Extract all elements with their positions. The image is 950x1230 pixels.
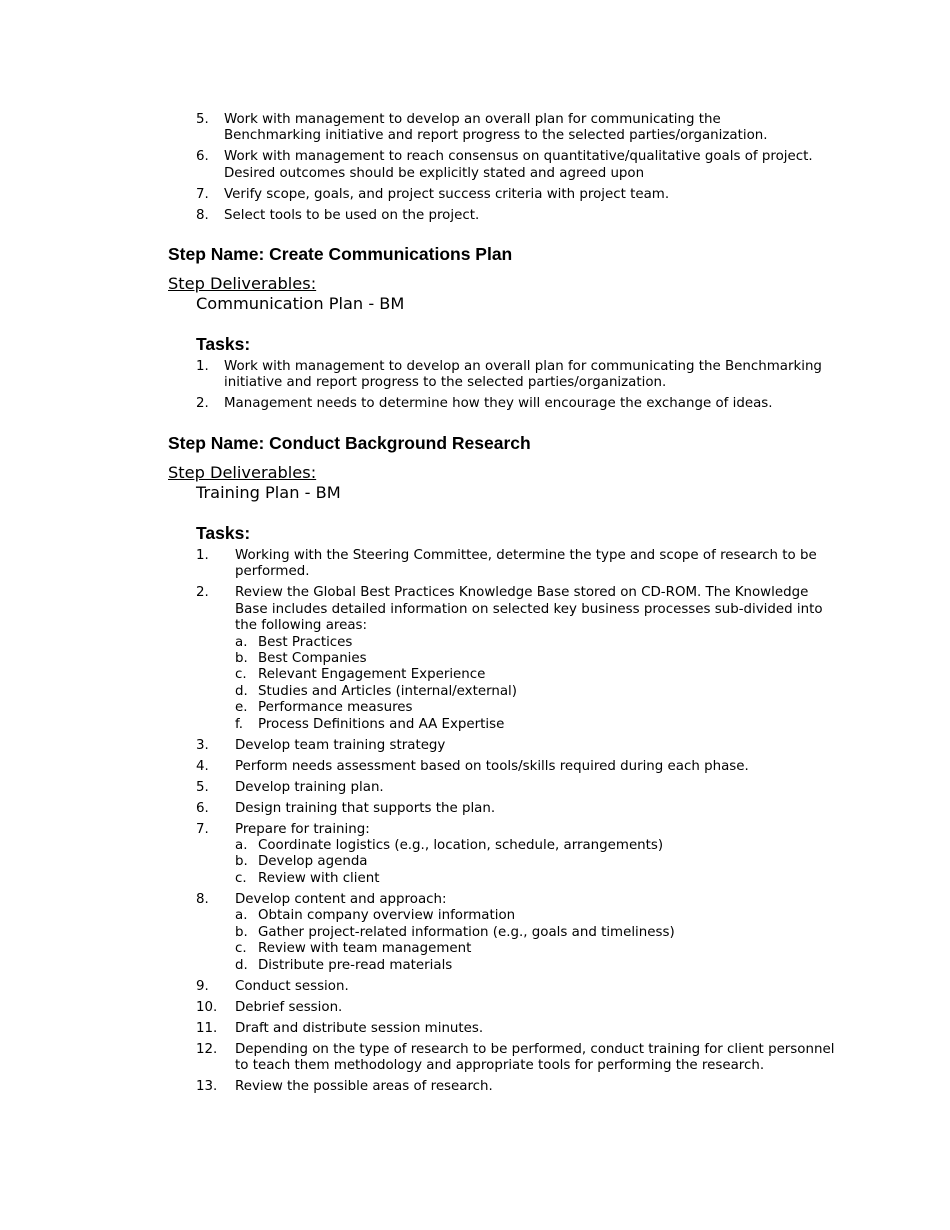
sub-item-text: Studies and Articles (internal/external) [258,683,518,699]
list-item-text: Develop training plan. [235,779,384,795]
list-item [196,585,836,733]
sub-item-text: Best Practices [258,634,353,650]
sub-list-item [235,941,836,957]
list-item-text: Work with management to reach consensus on quantitative/qualitative goals of project. Desired outcomes should be explicitly stated and agreed upon [224,149,813,181]
list-item-text: Working with the Steering Committee, determine the type and scope of research to be performed. [235,548,817,580]
sub-item-text: Best Companies [258,651,367,667]
list-item [196,801,836,817]
list-item-number: 9. [196,978,209,994]
sub-list-item [235,667,836,683]
sub-item-text: Review with team management [258,941,472,957]
list-item-number: 10. [196,999,218,1015]
sub-list-item [235,958,836,974]
list-item-text: Debrief session. [235,999,343,1015]
list-item-text: Perform needs assessment based on tools/skills required during each phase. [235,758,749,774]
sub-item-letter: b. [235,651,248,667]
list-item [196,548,836,581]
sub-item-letter: c. [235,667,247,683]
list-item [196,738,836,754]
sub-item-letter: c. [235,941,247,957]
sub-item-text: Relevant Engagement Experience [258,667,486,683]
sub-item-text: Process Definitions and AA Expertise [258,716,505,732]
sub-item-text: Develop agenda [258,854,368,870]
sub-item-letter: a. [235,908,248,924]
sub-item-text: Coordinate logistics (e.g., location, schedule, arrangements) [258,838,664,854]
list-item-text: Work with management to develop an overall plan for communicating the Benchmarking initiative and report progress to the selected parties/organization. [224,112,768,144]
sub-item-text: Gather project-related information (e.g., goals and timeliness) [258,924,675,940]
list-item [196,359,826,392]
list-item [196,1042,836,1075]
list-item [196,149,816,182]
sub-list-item [235,925,836,941]
list-item-number: 3. [196,737,209,753]
sub-list-item [235,684,836,700]
deliverable-item: Communication Plan - BM [196,294,405,313]
sub-item-letter: f. [235,716,243,732]
list-item-text: Work with management to develop an overall plan for communicating the Benchmarking initiative and report progress to the selected parties/organization. [224,359,822,391]
list-item-text: Select tools to be used on the project. [224,207,480,223]
list-item [196,1021,836,1037]
deliverables-label: Step Deliverables: [168,463,317,482]
sub-list-item [235,854,836,870]
list-item-number: 1. [196,359,209,374]
list-item [196,187,816,203]
sub-item-letter: a. [235,634,248,650]
sub-list [235,908,836,974]
list-item-number: 2. [196,396,209,412]
tasks-heading: Tasks: [196,523,251,543]
list-item-number: 12. [196,1041,218,1057]
step1-task-list [196,359,826,417]
list-item-text: Draft and distribute session minutes. [235,1020,484,1036]
list-item [196,979,836,995]
sub-item-letter: b. [235,924,248,940]
sub-item-letter: b. [235,854,248,870]
sub-item-letter: a. [235,838,248,854]
list-item-number: 6. [196,149,209,165]
sub-list-item [235,871,836,887]
list-item [196,1079,836,1095]
list-item-text: Develop content and approach: [235,891,447,907]
list-item-number: 5. [196,112,209,127]
list-item [196,112,816,145]
sub-item-text: Performance measures [258,700,413,716]
sub-item-letter: d. [235,683,248,699]
list-item-number: 7. [196,186,209,202]
list-item-text: Review the Global Best Practices Knowledge Base stored on CD-ROM. The Knowledge Base includes detailed information on selected key business processes sub-divided into the following areas: [235,585,823,634]
list-item [196,1000,836,1016]
sub-list-item [235,651,836,667]
list-item [196,822,836,888]
list-item-text: Develop team training strategy [235,737,446,753]
sub-list [235,838,836,887]
sub-list-item [235,635,836,651]
list-item-text: Depending on the type of research to be performed, conduct training for client personnel to teach them methodology and appropriate tools for performing the research. [235,1041,835,1073]
sub-item-text: Distribute pre-read materials [258,957,453,973]
list-item-text: Design training that supports the plan. [235,800,496,816]
list-item-number: 2. [196,585,209,601]
list-item-number: 1. [196,548,209,563]
sub-list-item [235,838,836,854]
sub-item-letter: c. [235,870,247,886]
sub-item-letter: d. [235,957,248,973]
list-item-number: 8. [196,891,209,907]
list-item-text: Review the possible areas of research. [235,1078,493,1094]
sub-item-text: Review with client [258,870,380,886]
deliverables-label: Step Deliverables: [168,274,317,293]
sub-list-item [235,700,836,716]
list-item [196,396,826,412]
list-item-number: 8. [196,207,209,223]
list-item-number: 13. [196,1078,218,1094]
list-item [196,208,816,224]
step2-task-list [196,548,836,1100]
list-item-number: 6. [196,800,209,816]
sub-list-item [235,908,836,924]
list-item-text: Management needs to determine how they will encourage the exchange of ideas. [224,396,773,412]
step-title: Step Name: Create Communications Plan [168,244,513,264]
sub-list [235,635,836,733]
list-item-number: 11. [196,1020,218,1036]
list-item [196,759,836,775]
list-item-number: 7. [196,821,209,837]
step-title: Step Name: Conduct Background Research [168,433,531,453]
sub-item-text: Obtain company overview information [258,908,516,924]
list-item-number: 5. [196,779,209,795]
list-item-text: Conduct session. [235,978,349,994]
list-item-number: 4. [196,758,209,774]
list-item-text: Prepare for training: [235,821,370,837]
list-item [196,780,836,796]
sub-list-item [235,717,836,733]
list-item [196,892,836,974]
deliverable-item: Training Plan - BM [196,483,341,502]
list-item-text: Verify scope, goals, and project success criteria with project team. [224,186,670,202]
tasks-heading: Tasks: [196,334,251,354]
sub-item-letter: e. [235,700,248,716]
intro-task-list [196,112,816,229]
